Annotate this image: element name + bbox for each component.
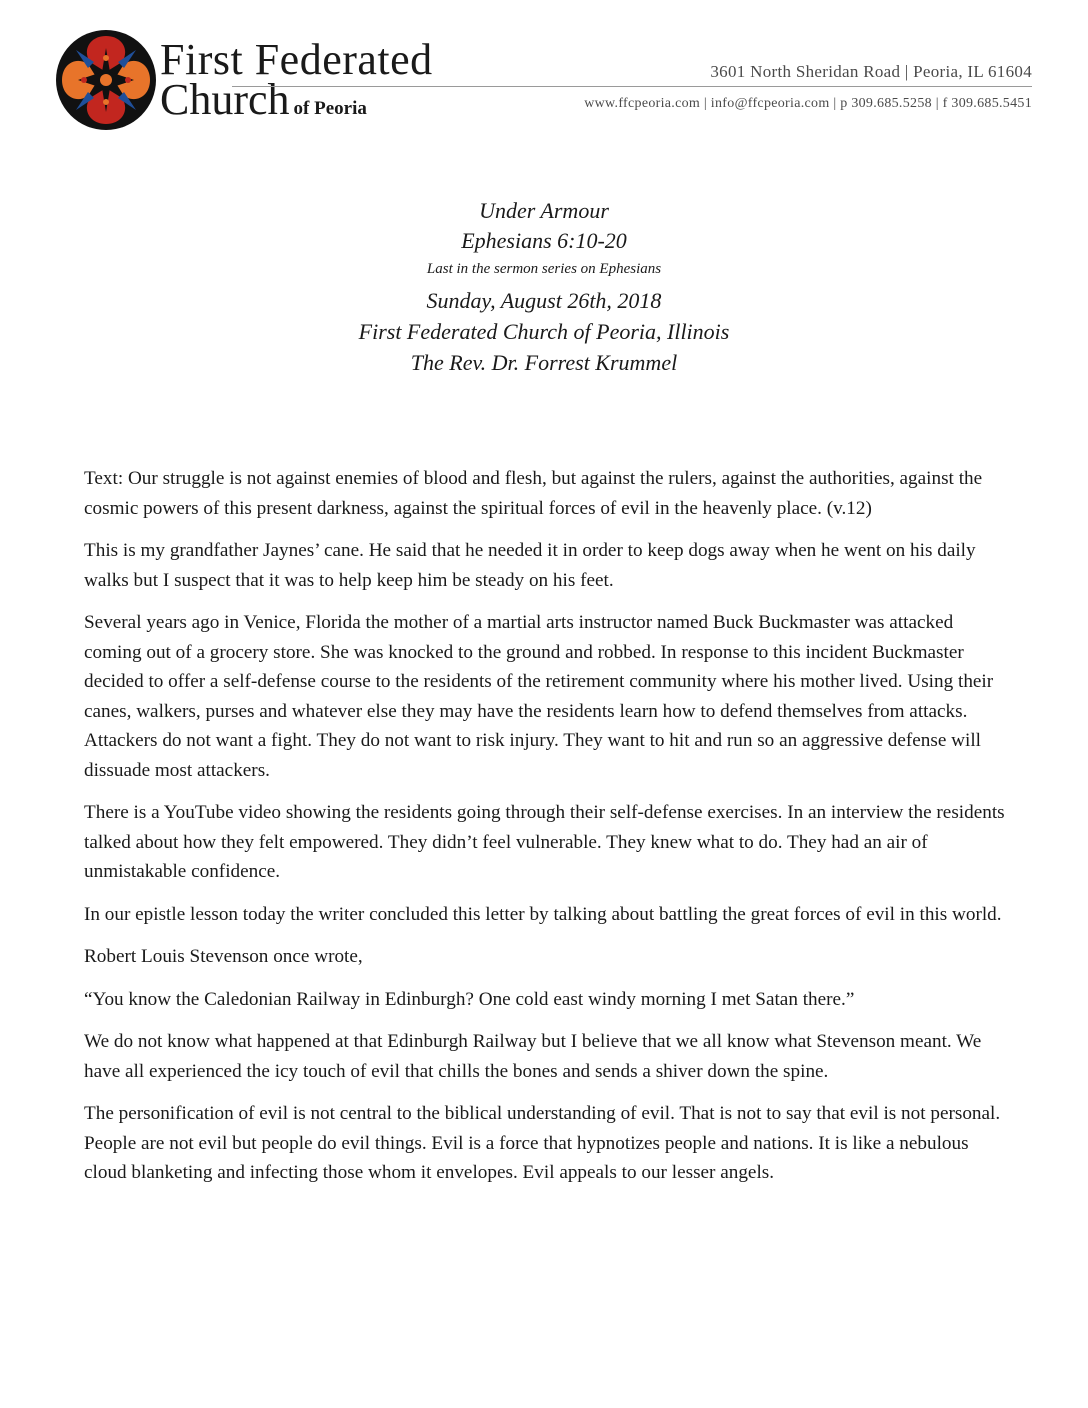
sermon-location: First Federated Church of Peoria, Illinois (358, 319, 730, 344)
body-paragraph: We do not know what happened at that Edinburgh Railway but I believe that we all know what Stevenson meant. We have all experienced the icy touch of evil that chills the bones and sends a shiver down the spine. (84, 1031, 982, 1082)
org-name-line1: First Federated (160, 35, 433, 84)
letterhead-divider (232, 86, 1032, 87)
letterhead-address: 3601 North Sheridan Road | Peoria, IL 61604 (710, 62, 1032, 81)
body-paragraph: This is my grandfather Jaynes’ cane. He said that he needed it in order to keep dogs away when he went on his daily walks but I suspect that it was to help keep him be steady on his feet. (84, 540, 976, 591)
org-name-church: Church (160, 75, 290, 124)
organization-name (160, 35, 433, 124)
sermon-scripture: Ephesians 6:10-20 (461, 228, 627, 253)
sermon-preacher: The Rev. Dr. Forrest Krummel (410, 350, 678, 375)
body-paragraph: “You know the Caledonian Railway in Edinburgh? One cold east windy morning I met Satan there.” (84, 988, 855, 1010)
body-paragraph: Robert Louis Stevenson once wrote, (84, 946, 363, 967)
org-name-of-peoria: of Peoria (293, 98, 367, 119)
body-paragraph: Several years ago in Venice, Florida the mother of a martial arts instructor named Buck Buckmaster was attacked coming out of a grocery store. She was knocked to the ground and robbed. In response to this incident Buckmaster decided to offer a self-defense course to the residents of the retirement community where his mother lived. Using their canes, walkers, purses and whatever else they may have the residents learn how to defend themselves from attacks. Attackers do not want a fight. They do not want to risk injury. They want to hit and run so an aggressive defense will dissuade most attackers. (84, 612, 994, 781)
sermon-title: Under Armour (479, 198, 609, 223)
sermon-series-note: Last in the sermon series on Ephesians (426, 261, 662, 277)
quatrefoil-cross-logo-icon (54, 28, 158, 132)
body-paragraph: There is a YouTube video showing the residents going through their self-defense exercises. In an interview the residents talked about how they felt empowered. They didn’t feel vulnerable. They knew what to do. They had an air of unmistakable confidence. (84, 802, 1005, 882)
body-paragraph: In our epistle lesson today the writer concluded this letter by talking about battling the great forces of evil in this world. (84, 903, 1002, 925)
sermon-date: Sunday, August 26th, 2018 (426, 288, 662, 313)
letterhead-contact: www.ffcpeoria.com | info@ffcpeoria.com | p 309.685.5258 | f 309.685.5451 (584, 96, 1032, 111)
org-name-line2 (160, 75, 433, 124)
body-paragraph: The personification of evil is not central to the biblical understanding of evil. That is not to say that evil is not personal. People are not evil but people do evil things. Evil is a force that hypnotizes people and nations. It is like a nebulous cloud blanketing and infecting those whom it envelopes. Evil appeals to our lesser angels. (84, 1103, 1001, 1183)
letterhead (0, 0, 1088, 140)
sermon-heading (0, 196, 1088, 378)
sermon-body (84, 464, 1006, 1201)
body-paragraph: Text: Our struggle is not against enemies of blood and flesh, but against the rulers, against the authorities, against the cosmic powers of this present darkness, against the spiritual forces of evil in the heavenly place. (v.12) (84, 468, 983, 519)
